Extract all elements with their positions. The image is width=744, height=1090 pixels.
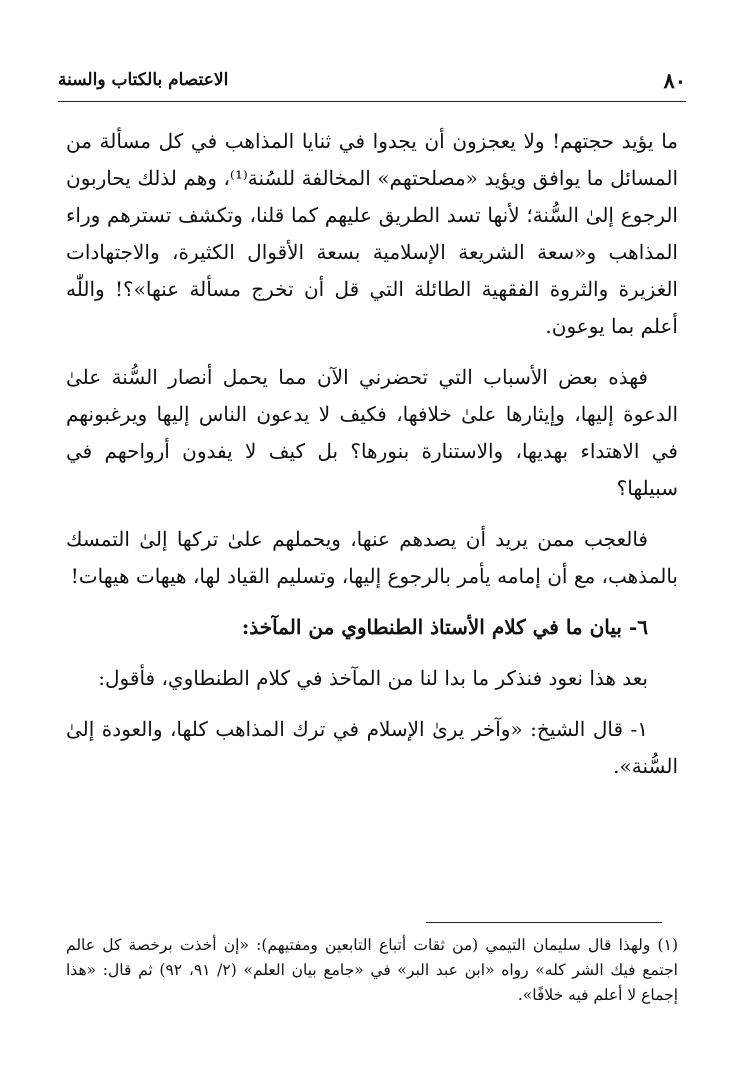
footnote-text: (١) ولهذا قال سليمان التيمي (من ثقات أتباع التابعين ومفتيهم): «إن أخذت برخصة كل عالم اجتمع فيك الشر كله» رواه «ابن عبد البر» في «جامع بيان العلم» (٢/ ٩١، ٩٢) ثم قال: «هذا إجماع لا أعلم فيه خلافًا». [66,936,678,1004]
page-number: ٨٠ [663,68,686,93]
paragraph-4: بعد هذا نعود فنذكر ما بدا لنا من المآخذ في كلام الطنطاوي، فأقول: [98,666,648,690]
footnote-divider [426,922,662,923]
paragraph-1: ما يؤيد حجتهم! ولا يعجزون أن يجدوا في ثنايا المذاهب في كل مسألة من المسائل ما يوافق ويؤيد «مصلحتهم» المخالفة للسُنة⁽¹⁾، وهم لذلك يحاربون الرجوع إلىٰ السُّنة؛ لأنها تسد الطريق عليهم كما قلنا، وتكشف تسترهم وراء المذاهب و«سعة الشريعة الإسلامية بسعة الأقوال الكثيرة، والاجتهادات الغزيرة والثروة الفقهية الطائلة التي قل أن تخرج مسألة عنها»؟! واللّٰه أعلم بما يوعون. [66,129,679,338]
section-heading: ٦- بيان ما في كلام الأستاذ الطنطاوي من المآخذ: [241,615,648,639]
numbered-point-1: ١- قال الشيخ: «وآخر يرىٰ الإسلام في ترك المذاهب كلها، والعودة إلىٰ السُّنة». [66,717,678,778]
header-divider [58,101,686,102]
footnote [66,933,678,1008]
running-title: الاعتصام بالكتاب والسنة [58,70,229,90]
page-header [58,64,686,98]
paragraph-2: فهذه بعض الأسباب التي تحضرني الآن مما يحمل أنصار السُّنة علىٰ الدعوة إليها، وإيثارها علىٰ خلافها، فكيف لا يدعون الناس إليها ويرغبونهم في الاهتداء بهديها، والاستنارة بنورها؟ بل كيف لا يفدون أرواحهم في سبيلها؟ [66,365,678,500]
main-text [66,123,678,785]
paragraph-3: فالعجب ممن يريد أن يصدهم عنها، ويحملهم علىٰ تركها إلىٰ التمسك بالمذهب، مع أن إمامه يأمر بالرجوع إليها، وتسليم القياد لها، هيهات هيهات! [66,527,678,588]
